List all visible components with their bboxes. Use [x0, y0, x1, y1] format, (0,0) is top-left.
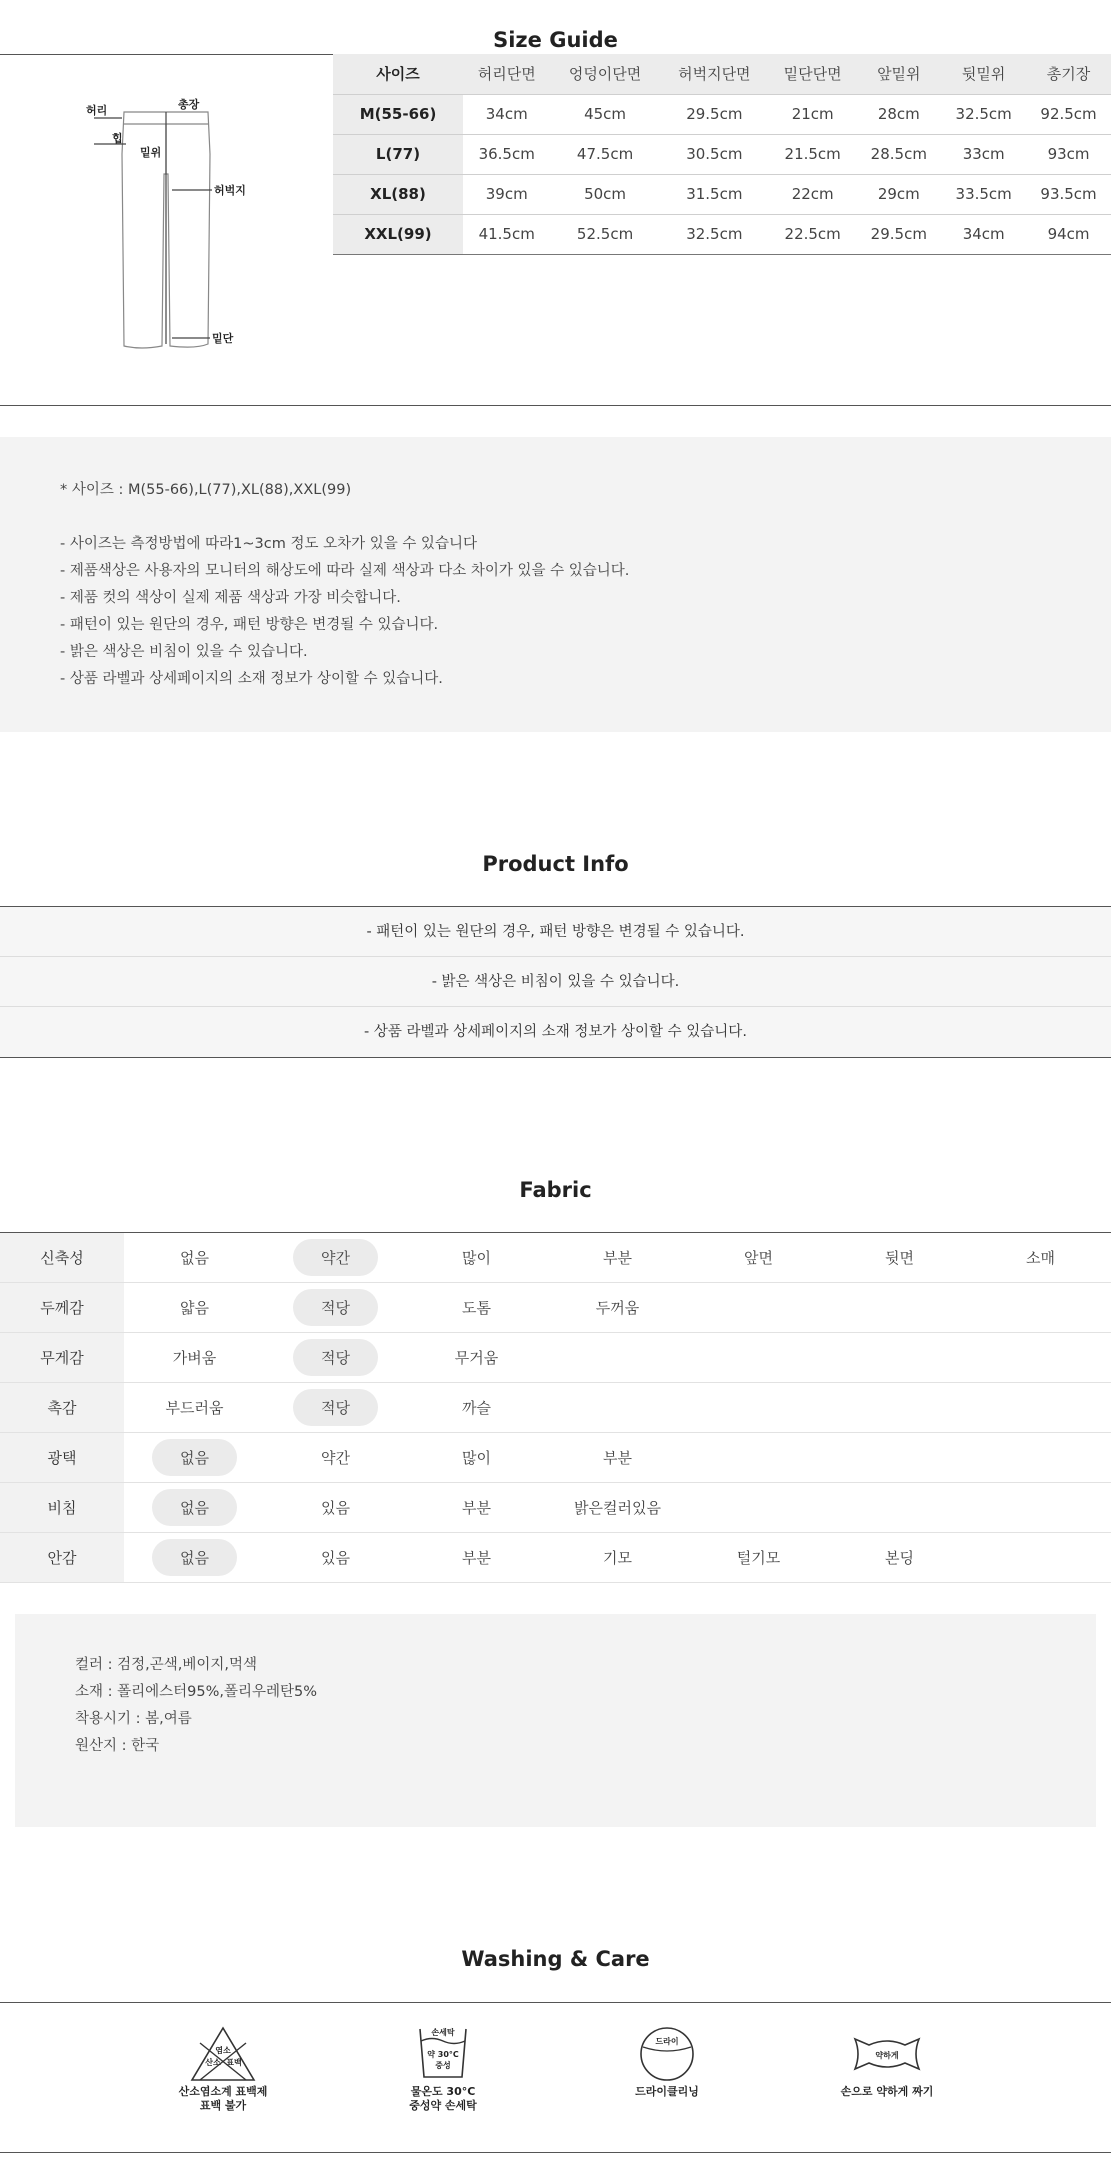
- fabric-option-cell: [406, 1333, 547, 1383]
- size-notice-box: [0, 437, 1111, 732]
- fabric-option-cell: [829, 1533, 970, 1583]
- fabric-option-selected: 적당: [293, 1339, 378, 1376]
- detail-origin: 원산지 : 한국: [75, 1738, 160, 1754]
- fabric-option-cell: [124, 1283, 265, 1333]
- fabric-option-cell: [124, 1383, 265, 1433]
- fabric-option-cell: [970, 1333, 1111, 1383]
- fabric-option: 부분: [462, 1499, 491, 1517]
- fabric-option-selected: 없음: [152, 1539, 237, 1576]
- fabric-option-cell: [970, 1283, 1111, 1333]
- fabric-option-cell: [688, 1433, 829, 1483]
- fabric-option-cell: [124, 1233, 265, 1283]
- fabric-option: 뒷면: [885, 1249, 914, 1267]
- fabric-option: 없음: [180, 1249, 209, 1267]
- size-cell: 47.5cm: [550, 134, 659, 174]
- size-cell: 21.5cm: [769, 134, 856, 174]
- fabric-option-cell: [406, 1483, 547, 1533]
- fabric-row: [0, 1383, 1111, 1433]
- size-cell: 36.5cm: [463, 134, 550, 174]
- notice-item: - 패턴이 있는 원단의 경우, 패턴 방향은 변경될 수 있습니다.: [60, 617, 439, 633]
- fabric-option-cell: [547, 1233, 688, 1283]
- fabric-option: 기모: [603, 1549, 632, 1567]
- fabric-option-cell: [265, 1483, 406, 1533]
- size-list-line: * 사이즈 : M(55-66),L(77),XL(88),XXL(99): [60, 482, 352, 498]
- fabric-option-cell: [265, 1333, 406, 1383]
- washing-care-title: Washing & Care: [461, 1947, 650, 1971]
- diagram-label-thigh: 허벅지: [214, 184, 246, 197]
- fabric-option: 약간: [321, 1449, 350, 1467]
- size-table-header: [333, 54, 1111, 94]
- size-cell: 33.5cm: [941, 174, 1026, 214]
- fabric-option-cell: [547, 1383, 688, 1433]
- size-cell: 94cm: [1026, 214, 1111, 254]
- fabric-row-label: 안감: [0, 1533, 124, 1583]
- fabric-option-cell: [406, 1233, 547, 1283]
- fabric-option-cell: [688, 1533, 829, 1583]
- size-cell: 32.5cm: [660, 214, 769, 254]
- fabric-row: [0, 1333, 1111, 1383]
- fabric-option: 많이: [462, 1449, 491, 1467]
- notice-item: - 상품 라벨과 상세페이지의 소재 정보가 상이할 수 있습니다.: [60, 671, 443, 687]
- diagram-label-waist: 허리: [86, 104, 108, 117]
- fabric-option-cell: [265, 1533, 406, 1583]
- fabric-option: 가벼움: [172, 1349, 217, 1367]
- fabric-option-cell: [406, 1383, 547, 1433]
- size-cell: 22.5cm: [769, 214, 856, 254]
- table-row: [333, 174, 1111, 214]
- dry-clean-icon: [632, 2025, 702, 2083]
- fabric-option: 부분: [603, 1249, 632, 1267]
- size-cell: 31.5cm: [660, 174, 769, 214]
- divider: [0, 2002, 1111, 2003]
- divider: [0, 2152, 1111, 2153]
- size-cell: 39cm: [463, 174, 550, 214]
- washing-caption: 드라이클리닝: [635, 2085, 699, 2098]
- fabric-option: 밝은컬러있음: [574, 1499, 661, 1517]
- detail-season: 착용시기 : 봄,여름: [75, 1711, 192, 1727]
- size-header-cell: 허벅지단면: [660, 54, 769, 94]
- fabric-option-cell: [829, 1283, 970, 1333]
- size-header-cell: 허리단면: [463, 54, 550, 94]
- detail-color: 컬러 : 검정,곤색,베이지,먹색: [75, 1657, 258, 1673]
- fabric-option-cell: [547, 1533, 688, 1583]
- product-info-box: [0, 906, 1111, 1058]
- fabric-option-cell: [547, 1333, 688, 1383]
- fabric-table: [0, 1232, 1111, 1583]
- washing-item-gentle-wring: [812, 2025, 962, 2099]
- divider: [0, 405, 1111, 406]
- fabric-option-cell: [970, 1483, 1111, 1533]
- size-cell: 32.5cm: [941, 94, 1026, 134]
- fabric-row-label: 촉감: [0, 1383, 124, 1433]
- washing-caption: 손으로 약하게 짜기: [840, 2085, 934, 2098]
- fabric-option-cell: [829, 1233, 970, 1283]
- fabric-row-label: 신축성: [0, 1233, 124, 1283]
- size-header-cell: 사이즈: [333, 54, 463, 94]
- fabric-row-label: 비침: [0, 1483, 124, 1533]
- size-label: XL(88): [333, 174, 463, 214]
- fabric-option-cell: [829, 1333, 970, 1383]
- size-cell: 29.5cm: [856, 214, 941, 254]
- fabric-row-label: 두께감: [0, 1283, 124, 1333]
- product-info-title: Product Info: [482, 852, 629, 876]
- fabric-option-cell: [970, 1383, 1111, 1433]
- fabric-option-cell: [688, 1383, 829, 1433]
- washing-item-dry-clean: [592, 2025, 742, 2099]
- size-cell: 29.5cm: [660, 94, 769, 134]
- size-cell: 45cm: [550, 94, 659, 134]
- no-bleach-text-3: 표백: [226, 2058, 242, 2067]
- gentle-wring-text: 약하게: [875, 2051, 899, 2060]
- size-cell: 21cm: [769, 94, 856, 134]
- fabric-option: 까슬: [462, 1399, 491, 1417]
- fabric-option-selected: 적당: [293, 1289, 378, 1326]
- hand-wash-text-3: 중성: [435, 2061, 451, 2070]
- info-row: - 상품 라벨과 상세페이지의 소재 정보가 상이할 수 있습니다.: [364, 1024, 747, 1040]
- size-header-cell: 총기장: [1026, 54, 1111, 94]
- fabric-option: 부분: [603, 1449, 632, 1467]
- size-cell: 50cm: [550, 174, 659, 214]
- hand-wash-text-2: 약 30°C: [427, 2050, 459, 2059]
- diagram-label-hip: 힙: [112, 132, 123, 145]
- fabric-option: 앞면: [744, 1249, 773, 1267]
- notice-item: - 제품 컷의 색상이 실제 제품 색상과 가장 비슷합니다.: [60, 590, 401, 606]
- fabric-option: 얇음: [180, 1299, 209, 1317]
- size-cell: 92.5cm: [1026, 94, 1111, 134]
- fabric-option-cell: [688, 1233, 829, 1283]
- fabric-option: 도톰: [462, 1299, 491, 1317]
- size-label: XXL(99): [333, 214, 463, 254]
- fabric-option-cell: [688, 1483, 829, 1533]
- size-label: L(77): [333, 134, 463, 174]
- fabric-row: [0, 1483, 1111, 1533]
- fabric-option-cell: [547, 1483, 688, 1533]
- dry-clean-text: 드라이: [655, 2037, 679, 2046]
- washing-item-no-bleach: [148, 2025, 298, 2113]
- notice-item: - 사이즈는 측정방법에 따라1~3cm 정도 오차가 있을 수 있습니다: [60, 536, 477, 552]
- fabric-option: 털기모: [736, 1549, 781, 1567]
- gentle-wring-icon: [847, 2025, 927, 2083]
- fabric-option-cell: [124, 1533, 265, 1583]
- size-cell: 41.5cm: [463, 214, 550, 254]
- detail-material: 소재 : 폴리에스터95%,폴리우레탄5%: [75, 1684, 318, 1700]
- fabric-option-selected: 적당: [293, 1389, 378, 1426]
- size-guide-title: Size Guide: [493, 28, 618, 52]
- size-cell: 93.5cm: [1026, 174, 1111, 214]
- size-header-cell: 뒷밑위: [941, 54, 1026, 94]
- fabric-option-selected: 없음: [152, 1439, 237, 1476]
- fabric-option-cell: [970, 1433, 1111, 1483]
- fabric-option-cell: [829, 1383, 970, 1433]
- fabric-option-selected: 약간: [293, 1239, 378, 1276]
- size-cell: 22cm: [769, 174, 856, 214]
- size-table: [333, 54, 1111, 255]
- info-row: - 패턴이 있는 원단의 경우, 패턴 방향은 변경될 수 있습니다.: [0, 907, 1111, 957]
- size-cell: 30.5cm: [660, 134, 769, 174]
- notice-item: - 제품색상은 사용자의 모니터의 해상도에 따라 실제 색상과 다소 차이가 있을 수 있습니다.: [60, 563, 630, 579]
- table-row: [333, 134, 1111, 174]
- fabric-option: 소매: [1026, 1249, 1055, 1267]
- fabric-option-cell: [547, 1433, 688, 1483]
- fabric-row: [0, 1533, 1111, 1583]
- fabric-option-cell: [970, 1533, 1111, 1583]
- fabric-option: 많이: [462, 1249, 491, 1267]
- fabric-option-cell: [124, 1433, 265, 1483]
- fabric-row: [0, 1283, 1111, 1333]
- fabric-option: 있음: [321, 1549, 350, 1567]
- size-cell: 28.5cm: [856, 134, 941, 174]
- fabric-option-cell: [265, 1283, 406, 1333]
- size-cell: 52.5cm: [550, 214, 659, 254]
- info-row: - 밝은 색상은 비침이 있을 수 있습니다.: [0, 957, 1111, 1007]
- size-cell: 93cm: [1026, 134, 1111, 174]
- fabric-row-label: 무게감: [0, 1333, 124, 1383]
- fabric-option-cell: [406, 1283, 547, 1333]
- fabric-row-label: 광택: [0, 1433, 124, 1483]
- fabric-title: Fabric: [519, 1178, 592, 1202]
- fabric-option-cell: [829, 1483, 970, 1533]
- fabric-option: 있음: [321, 1499, 350, 1517]
- no-bleach-icon: [188, 2025, 258, 2083]
- fabric-option-cell: [406, 1533, 547, 1583]
- diagram-label-hem: 밑단: [212, 332, 234, 345]
- fabric-option-cell: [406, 1433, 547, 1483]
- fabric-row: [0, 1433, 1111, 1483]
- table-row: [333, 214, 1111, 254]
- washing-caption: 물온도 30°C 중성약 손세탁: [409, 2085, 477, 2112]
- diagram-label-total-length: 총장: [178, 98, 200, 111]
- no-bleach-text-1: 염소: [215, 2046, 231, 2055]
- notice-item: - 밝은 색상은 비침이 있을 수 있습니다.: [60, 644, 308, 660]
- size-header-cell: 엉덩이단면: [550, 54, 659, 94]
- size-label: M(55-66): [333, 94, 463, 134]
- fabric-option: 두꺼움: [595, 1299, 640, 1317]
- hand-wash-icon: [408, 2025, 478, 2083]
- fabric-option-cell: [265, 1433, 406, 1483]
- size-header-cell: 밑단단면: [769, 54, 856, 94]
- pants-measurement-diagram: [86, 94, 271, 364]
- diagram-label-rise: 밑위: [140, 146, 162, 159]
- washing-caption: 산소염소계 표백제 표백 불가: [178, 2085, 268, 2112]
- fabric-option-cell: [547, 1283, 688, 1333]
- fabric-option-cell: [265, 1233, 406, 1283]
- fabric-option-cell: [124, 1483, 265, 1533]
- no-bleach-text-2: 산소: [205, 2058, 221, 2067]
- fabric-option-cell: [124, 1333, 265, 1383]
- fabric-option: 부분: [462, 1549, 491, 1567]
- hand-wash-text-1: 손세탁: [431, 2028, 455, 2037]
- fabric-option: 본딩: [885, 1549, 914, 1567]
- fabric-option-cell: [688, 1333, 829, 1383]
- size-cell: 28cm: [856, 94, 941, 134]
- fabric-option-cell: [265, 1383, 406, 1433]
- size-cell: 33cm: [941, 134, 1026, 174]
- fabric-option-cell: [970, 1233, 1111, 1283]
- fabric-row: [0, 1233, 1111, 1283]
- size-cell: 29cm: [856, 174, 941, 214]
- product-details-box: [15, 1614, 1096, 1827]
- fabric-option-selected: 없음: [152, 1489, 237, 1526]
- size-cell: 34cm: [941, 214, 1026, 254]
- fabric-option: 무거움: [454, 1349, 499, 1367]
- fabric-option-cell: [688, 1283, 829, 1333]
- fabric-option: 부드러움: [165, 1399, 224, 1417]
- size-header-cell: 앞밑위: [856, 54, 941, 94]
- fabric-option-cell: [829, 1433, 970, 1483]
- table-row: [333, 94, 1111, 134]
- size-cell: 34cm: [463, 94, 550, 134]
- washing-item-hand-wash: [368, 2025, 518, 2113]
